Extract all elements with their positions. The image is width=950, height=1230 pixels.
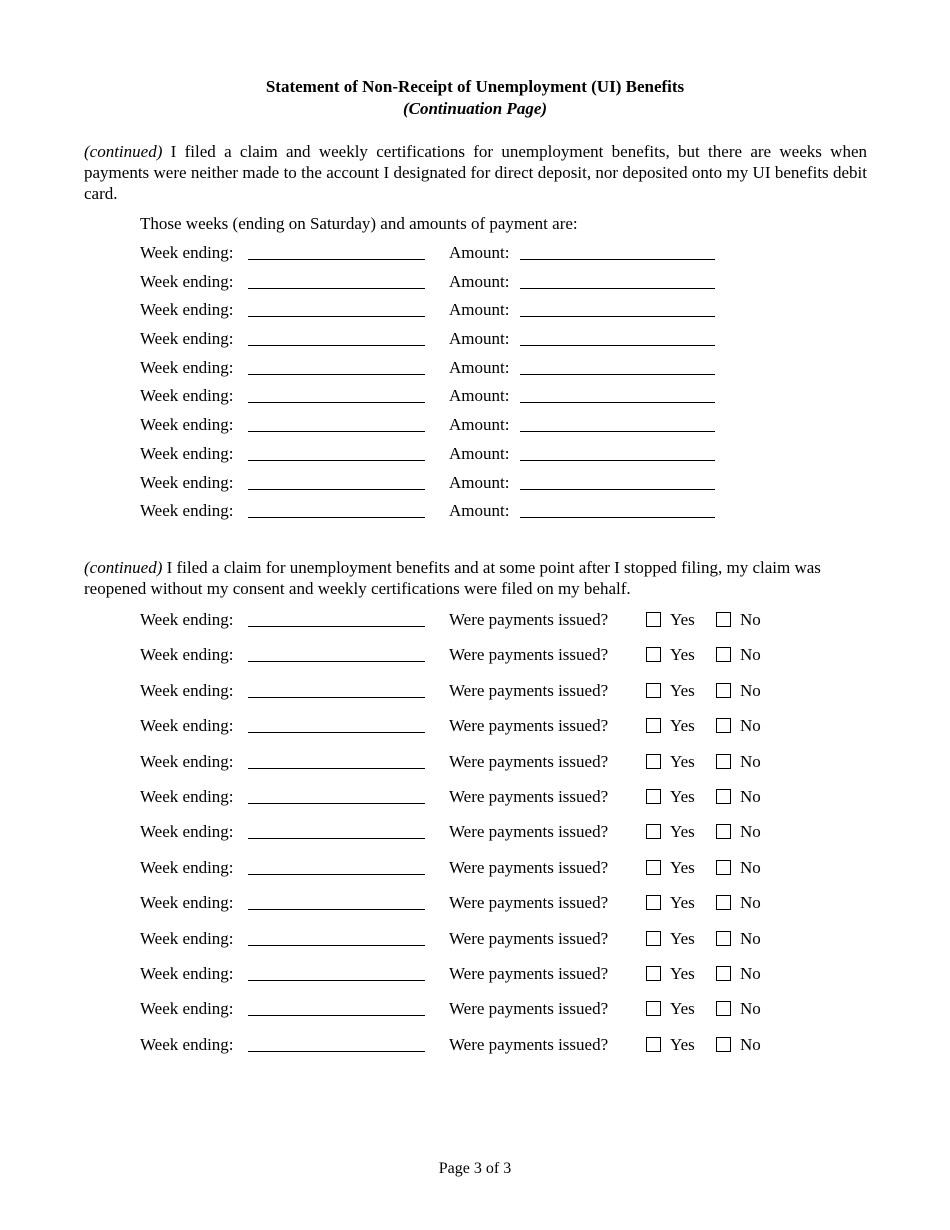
payments-issued-question: Were payments issued? [449,857,609,877]
amount-label: Amount: [449,243,510,262]
no-checkbox[interactable] [716,966,731,981]
amount-field[interactable] [520,374,715,375]
amount-label: Amount: [449,443,510,463]
yes-checkbox[interactable] [646,612,661,627]
yes-checkbox[interactable] [646,966,661,981]
week-ending-field[interactable] [248,732,425,733]
section2-statement [84,557,874,599]
week-ending-field[interactable] [248,661,425,662]
week-ending-field[interactable] [248,402,425,403]
week-ending-field[interactable] [248,803,425,804]
week-ending-label: Week ending: [140,680,234,700]
week-ending-label: Week ending: [140,243,234,262]
week-ending-label: Week ending: [140,822,234,842]
no-label: No [740,680,761,700]
payments-issued-question: Were payments issued? [449,1034,609,1054]
no-label: No [740,610,761,629]
amount-field[interactable] [520,431,715,432]
no-checkbox[interactable] [716,895,731,910]
form-title: Statement of Non-Receipt of Unemployment (UI) Benefits [265,77,685,96]
amount-label: Amount: [449,415,510,435]
section1-statement [84,141,867,204]
no-label: No [740,645,761,665]
no-checkbox[interactable] [716,718,731,733]
week-ending-label: Week ending: [140,443,234,463]
amount-label: Amount: [449,501,510,521]
no-checkbox[interactable] [716,860,731,875]
payments-issued-question: Were payments issued? [449,928,609,948]
no-checkbox[interactable] [716,789,731,804]
week-ending-field[interactable] [248,874,425,875]
week-ending-field[interactable] [248,768,425,769]
week-ending-field[interactable] [248,288,425,289]
week-ending-field[interactable] [248,316,425,317]
no-label: No [740,822,761,842]
page-number: Page 3 of 3 [438,1160,512,1177]
yes-label: Yes [670,786,695,806]
week-ending-field[interactable] [248,1015,425,1016]
payments-issued-question: Were payments issued? [449,716,609,736]
week-ending-field[interactable] [248,489,425,490]
yes-checkbox[interactable] [646,824,661,839]
no-checkbox[interactable] [716,647,731,662]
week-ending-label: Week ending: [140,300,234,320]
week-ending-label: Week ending: [140,1034,234,1054]
payments-issued-question: Were payments issued? [449,999,609,1019]
payments-issued-question: Were payments issued? [449,893,609,913]
section1-lead: (continued) [84,142,163,161]
yes-label: Yes [670,928,695,948]
yes-checkbox[interactable] [646,860,661,875]
no-label: No [740,893,761,913]
yes-label: Yes [670,857,695,877]
week-ending-field[interactable] [248,431,425,432]
amount-field[interactable] [520,288,715,289]
yes-checkbox[interactable] [646,789,661,804]
week-ending-label: Week ending: [140,501,234,521]
amount-field[interactable] [520,402,715,403]
yes-label: Yes [670,893,695,913]
payments-issued-question: Were payments issued? [449,680,609,700]
yes-checkbox[interactable] [646,683,661,698]
amount-label: Amount: [449,357,510,377]
amount-field[interactable] [520,489,715,490]
no-checkbox[interactable] [716,1001,731,1016]
week-ending-label: Week ending: [140,786,234,806]
week-ending-label: Week ending: [140,893,234,913]
week-ending-label: Week ending: [140,751,234,771]
week-ending-label: Week ending: [140,415,234,435]
amount-field[interactable] [520,517,715,518]
yes-checkbox[interactable] [646,718,661,733]
week-ending-field[interactable] [248,374,425,375]
week-ending-field[interactable] [248,259,425,260]
yes-checkbox[interactable] [646,1001,661,1016]
yes-label: Yes [670,751,695,771]
yes-label: Yes [670,716,695,736]
no-label: No [740,857,761,877]
amount-field[interactable] [520,460,715,461]
amount-label: Amount: [449,300,510,320]
amount-field[interactable] [520,345,715,346]
week-ending-field[interactable] [248,1051,425,1052]
yes-label: Yes [670,1034,695,1054]
no-checkbox[interactable] [716,824,731,839]
section2-lead: (continued) [84,558,163,577]
section1-intro: Those weeks (ending on Saturday) and amounts of payment are: [140,214,578,233]
week-ending-field[interactable] [248,460,425,461]
no-label: No [740,1034,761,1054]
week-ending-label: Week ending: [140,357,234,377]
week-ending-field[interactable] [248,345,425,346]
amount-label: Amount: [449,386,510,406]
payments-issued-question: Were payments issued? [449,786,609,806]
week-ending-label: Week ending: [140,271,234,291]
section2-text: I filed a claim for unemployment benefits and at some point after I stopped filing, my claim was reopened without my consent and weekly certifications were filed on my behalf. [84,558,821,598]
payments-issued-question: Were payments issued? [449,610,609,629]
week-ending-label: Week ending: [140,857,234,877]
yes-label: Yes [670,963,695,983]
week-ending-field[interactable] [248,697,425,698]
no-checkbox[interactable] [716,612,731,627]
payments-issued-question: Were payments issued? [449,751,609,771]
week-ending-field[interactable] [248,980,425,981]
week-ending-label: Week ending: [140,928,234,948]
no-label: No [740,751,761,771]
amount-label: Amount: [449,472,510,492]
payments-issued-question: Were payments issued? [449,963,609,983]
yes-label: Yes [670,610,695,629]
yes-label: Yes [670,645,695,665]
week-ending-label: Week ending: [140,472,234,492]
payments-issued-question: Were payments issued? [449,645,609,665]
yes-label: Yes [670,999,695,1019]
no-label: No [740,963,761,983]
amount-field[interactable] [520,259,715,260]
yes-checkbox[interactable] [646,1037,661,1052]
yes-label: Yes [670,680,695,700]
week-ending-label: Week ending: [140,329,234,349]
yes-checkbox[interactable] [646,647,661,662]
amount-field[interactable] [520,316,715,317]
no-label: No [740,716,761,736]
week-ending-field[interactable] [248,945,425,946]
week-ending-label: Week ending: [140,716,234,736]
section1-text: I filed a claim and weekly certifications for unemployment benefits, but there are weeks when payments were neither made to the account I designated for direct deposit, nor deposited onto my UI benefits debit card. [84,142,867,203]
week-ending-label: Week ending: [140,963,234,983]
yes-checkbox[interactable] [646,931,661,946]
no-checkbox[interactable] [716,1037,731,1052]
no-label: No [740,786,761,806]
no-checkbox[interactable] [716,683,731,698]
week-ending-field[interactable] [248,838,425,839]
amount-label: Amount: [449,329,510,349]
week-ending-label: Week ending: [140,386,234,406]
week-ending-label: Week ending: [140,645,234,665]
amount-label: Amount: [449,271,510,291]
week-ending-label: Week ending: [140,999,234,1019]
week-ending-field[interactable] [248,909,425,910]
week-ending-field[interactable] [248,517,425,518]
yes-label: Yes [670,822,695,842]
no-label: No [740,999,761,1019]
week-ending-field[interactable] [248,626,425,627]
yes-checkbox[interactable] [646,754,661,769]
no-label: No [740,928,761,948]
no-checkbox[interactable] [716,931,731,946]
no-checkbox[interactable] [716,754,731,769]
yes-checkbox[interactable] [646,895,661,910]
form-subtitle: (Continuation Page) [402,99,548,118]
week-ending-label: Week ending: [140,610,234,629]
payments-issued-question: Were payments issued? [449,822,609,842]
